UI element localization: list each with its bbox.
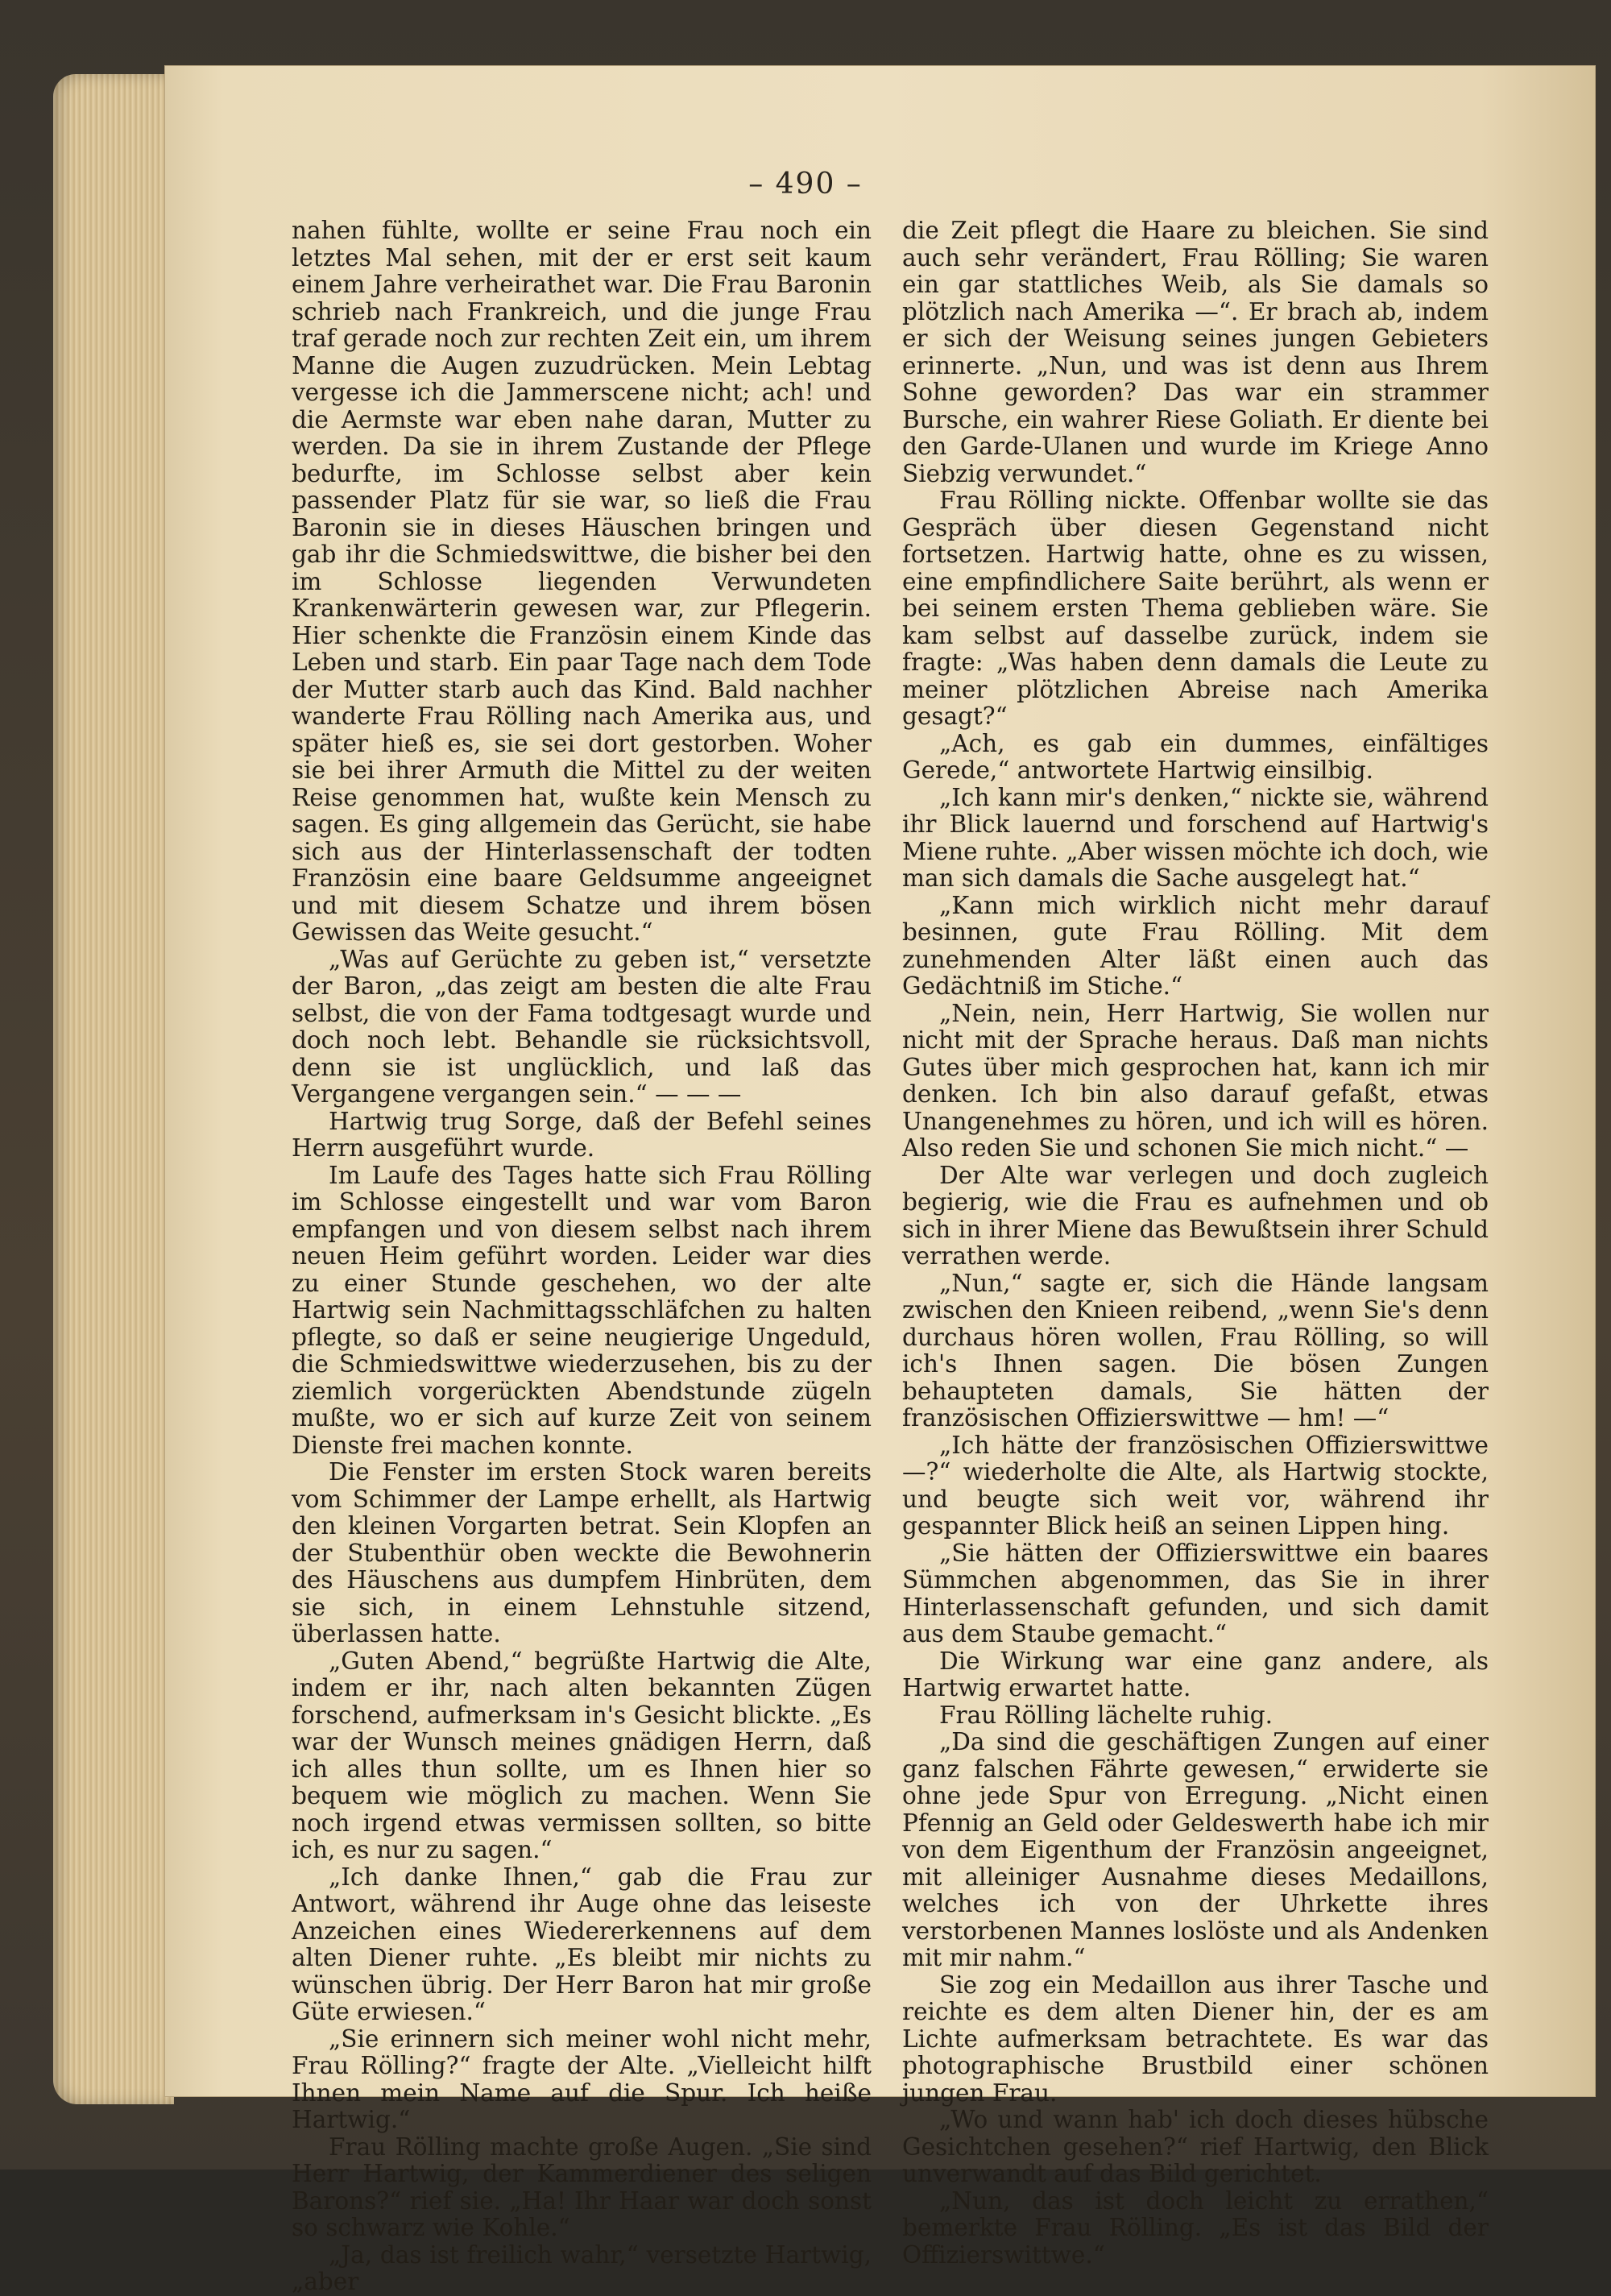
paragraph: Hartwig trug Sorge, daß der Befehl seines Herrn ausgeführt wurde. (292, 1107, 872, 1162)
paragraph: „Nun, das ist doch leicht zu errathen,“ bemerkte Frau Rölling. „Es ist das Bild der Offizierswittwe.“ (902, 2186, 1489, 2269)
paragraph: Frau Rölling nickte. Offenbar wollte sie das Gespräch über diesen Gegenstand nicht fortsetzen. Hartwig hatte, ohne es zu wissen, eine empfindlichere Saite berührt, als wenn er bei seinem ersten Thema geblieben wäre. Sie kam selbst auf dasselbe zurück, indem sie fragte: „Was haben denn damals die Leute zu meiner plötzlichen Abreise nach Amerika gesagt?“ (902, 487, 1489, 730)
paragraph: „Ich hätte der französischen Offizierswittwe —?“ wiederholte die Alte, als Hartwig stockte, und beugte sich weit vor, während ihr gespannter Blick heiß an seinen Lippen hing. (902, 1431, 1489, 1540)
right-text-column (902, 218, 1489, 2269)
book-page-edges (53, 74, 174, 2104)
paragraph: „Sie erinnern sich meiner wohl nicht mehr, Frau Rölling?“ fragte der Alte. „Vielleicht hilft Ihnen mein Name auf die Spur. Ich heiße Hartwig.“ (292, 2025, 872, 2133)
paragraph: Frau Rölling machte große Augen. „Sie sind Herr Hartwig, der Kammerdiener des seligen Barons?“ rief sie. „Ha! Ihr Haar war doch sonst so schwarz wie Kohle.“ (292, 2132, 872, 2241)
paragraph: Frau Rölling lächelte ruhig. (939, 1701, 1273, 1729)
paragraph: nahen fühlte, wollte er seine Frau noch ein letztes Mal sehen, mit der er erst seit kaum einem Jahre verheirathet war. Die Frau Baronin schrieb nach Frankreich, und die junge Frau traf gerade noch zur rechten Zeit ein, um ihrem Manne die Augen zuzudrücken. Mein Lebtag vergesse ich die Jammerscene nicht; ach! und die Aermste war eben nahe daran, Mutter zu werden. Da sie in ihrem Zustande der Pflege bedurfte, im Schlosse selbst aber kein passender Platz für sie war, so ließ die Frau Baronin sie in dieses Häuschen bringen und gab ihr die Schmiedswittwe, die bisher bei den im Schlosse liegenden Verwundeten Krankenwärterin gewesen war, zur Pflegerin. Hier schenkte die Französin einem Kinde das Leben und starb. Ein paar Tage nach dem Tode der Mutter starb auch das Kind. Bald nachher wanderte Frau Rölling nach Amerika aus, und später hieß es, sie sei dort gestorben. Woher sie bei ihrer Armuth die Mittel zu der weiten Reise genommen hat, wußte kein Mensch zu sagen. Es ging allgemein das Gerücht, sie habe sich aus der Hinterlassenschaft der todten Französin eine baare Geldsumme angeeignet und mit diesem Schatze und ihrem bösen Gewissen das Weite gesucht.“ (292, 217, 872, 946)
paragraph: Der Alte war verlegen und doch zugleich begierig, wie die Frau es aufnehmen und ob sich in ihrer Miene das Bewußtsein ihrer Schuld verrathen werde. (902, 1161, 1489, 1270)
paragraph: die Zeit pflegt die Haare zu bleichen. Sie sind auch sehr verändert, Frau Rölling; Sie waren ein gar stattliches Weib, als Sie damals so plötzlich nach Amerika —“. Er brach ab, indem er sich der Weisung seines jungen Gebieters erinnerte. „Nun, und was ist denn aus Ihrem Sohne geworden? Das war ein strammer Bursche, ein wahrer Riese Goliath. Er diente bei den Garde-Ulanen und wurde im Kriege Anno Siebzig verwundet.“ (902, 217, 1489, 487)
paragraph: Die Fenster im ersten Stock waren bereits vom Schimmer der Lampe erhellt, als Hartwig den kleinen Vorgarten betrat. Sein Klopfen an der Stubenthür oben weckte die Bewohnerin des Häuschens aus dumpfem Hinbrüten, dem sie sich, in einem Lehnstuhle sitzend, überlassen hatte. (292, 1458, 872, 1647)
left-text-column (292, 218, 872, 2296)
paragraph: „Nun,“ sagte er, sich die Hände langsam zwischen den Knieen reibend, „wenn Sie's denn durchaus hören wollen, Frau Rölling, so will ich's Ihnen sagen. Die bösen Zungen behaupteten damals, Sie hätten der französischen Offizierswittwe — hm! —“ (902, 1269, 1489, 1432)
paragraph: „Ach, es gab ein dummes, einfältiges Gerede,“ antwortete Hartwig einsilbig. (902, 729, 1489, 784)
paragraph: „Was auf Gerüchte zu geben ist,“ versetzte der Baron, „das zeigt am besten die alte Frau selbst, die von der Fama todtgesagt wurde und doch noch lebt. Behandle sie rücksichtsvoll, denn sie ist unglücklich, und laß das Vergangene vergangen sein.“ — — — (292, 945, 872, 1108)
paragraph: Im Laufe des Tages hatte sich Frau Rölling im Schlosse eingestellt und war vom Baron empfangen und von diesem selbst nach ihrem neuen Heim geführt worden. Leider war dies zu einer Stunde geschehen, wo der alte Hartwig sein Nachmittagsschläfchen zu halten pflegte, so daß er seine neugierige Ungeduld, die Schmiedswittwe wiederzusehen, bis zu der ziemlich vorgerückten Abendstunde zügeln mußte, wo er sich auf kurze Zeit von seinem Dienste frei machen konnte. (292, 1161, 872, 1459)
paragraph: „Guten Abend,“ begrüßte Hartwig die Alte, indem er ihr, nach alten bekannten Zügen forschend, aufmerksam in's Gesicht blickte. „Es war der Wunsch meines gnädigen Herrn, daß ich alles thun sollte, um es Ihnen hier so bequem wie möglich zu machen. Wenn Sie noch irgend etwas vermissen sollten, so bitte ich, es nur zu sagen.“ (292, 1647, 872, 1863)
paragraph: Sie zog ein Medaillon aus ihrer Tasche und reichte es dem alten Diener hin, der es am Lichte aufmerksam betrachtete. Es war das photographische Brustbild einer schönen jungen Frau. (902, 1971, 1489, 2107)
paragraph: „Wo und wann hab' ich doch dieses hübsche Gesichtchen gesehen?“ rief Hartwig, den Blick unverwandt auf das Bild gerichtet. (902, 2106, 1489, 2187)
paragraph: „Da sind die geschäftigen Zungen auf einer ganz falschen Fährte gewesen,“ erwiderte sie ohne jede Spur von Erregung. „Nicht einen Pfennig an Geld oder Geldeswerth habe ich mir von dem Eigenthum der Französin angeeignet, mit alleiniger Ausnahme dieses Medaillons, welches ich von der Uhrkette ihres verstorbenen Mannes loslöste und als Andenken mit mir nahm.“ (902, 1728, 1489, 1971)
paragraph: „Ja, das ist freilich wahr,“ versetzte Hartwig, „aber (292, 2240, 872, 2295)
paragraph: „Nein, nein, Herr Hartwig, Sie wollen nur nicht mit der Sprache heraus. Daß man nichts Gutes über mich gesprochen hat, kann ich mir denken. Ich bin also darauf gefaßt, etwas Unangenehmes zu hören, und ich will es hören. Also reden Sie und schonen Sie mich nicht.“ — (902, 999, 1489, 1162)
page-number: – 490 – (748, 168, 863, 201)
paragraph: „Ich kann mir's denken,“ nickte sie, während ihr Blick lauernd und forschend auf Hartwig's Miene ruhte. „Aber wissen möchte ich doch, wie man sich damals die Sache ausgelegt hat.“ (902, 783, 1489, 892)
paragraph: „Sie hätten der Offizierswittwe ein baares Sümmchen abgenommen, das Sie in ihrer Hinterlassenschaft gefunden, und sich damit aus dem Staube gemacht.“ (902, 1539, 1489, 1647)
paragraph: „Ich danke Ihnen,“ gab die Frau zur Antwort, während ihr Auge ohne das leiseste Anzeichen eines Wiedererkennens auf dem alten Diener ruhte. „Es bleibt mir nichts zu wünschen übrig. Der Herr Baron hat mir große Güte erwiesen.“ (292, 1863, 872, 2025)
paragraph: Die Wirkung war eine ganz andere, als Hartwig erwartet hatte. (902, 1647, 1489, 1701)
paragraph: „Kann mich wirklich nicht mehr darauf besinnen, gute Frau Rölling. Mit dem zunehmenden Alter läßt einen auch das Gedächtniß im Stiche.“ (902, 891, 1489, 1000)
